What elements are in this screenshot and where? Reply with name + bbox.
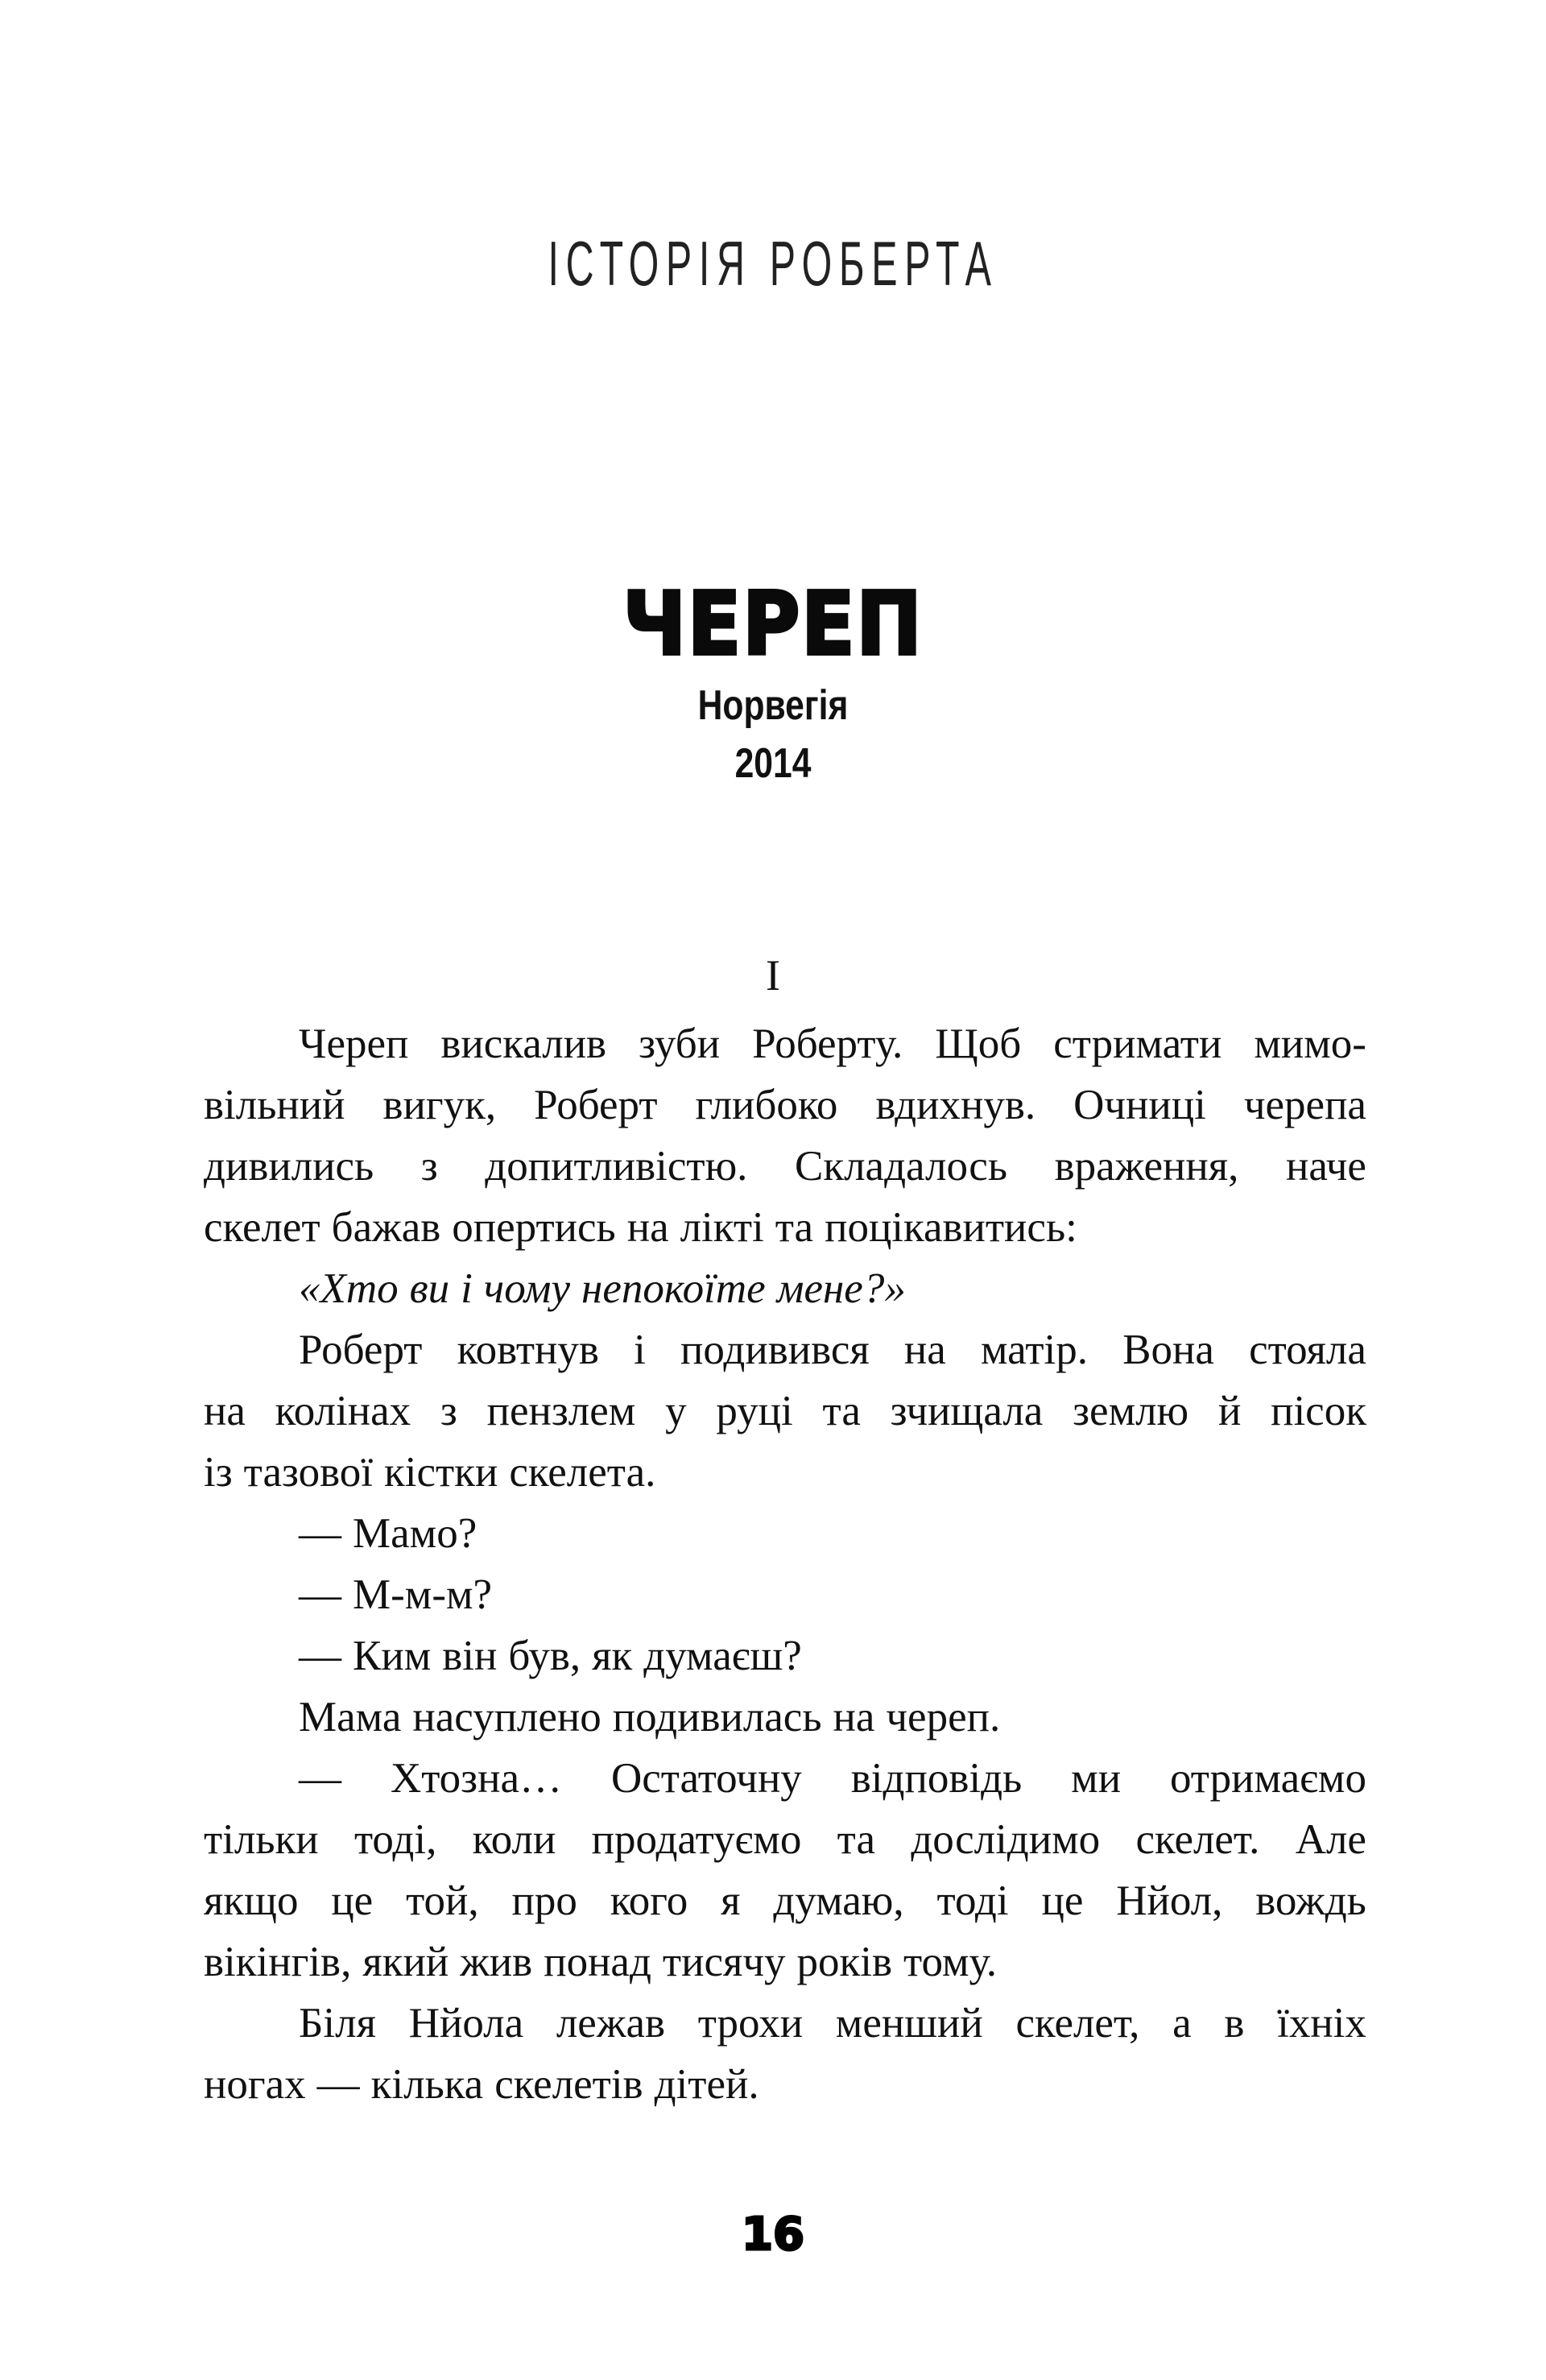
- page-number: 16: [742, 2208, 804, 2261]
- text-line: — Мамо?: [299, 1510, 477, 1557]
- text-line: на колінах з пензлем у руці та зчищала землю й пісок: [204, 1388, 1366, 1434]
- chapter-title: ЧЕРЕП: [622, 574, 924, 675]
- text-line: Біля Нйола лежав трохи менший скелет, а в їхніх: [299, 2000, 1366, 2047]
- text-line: — Ким він був, як думаєш?: [299, 1633, 802, 1679]
- text-line: скелет бажав опертись на лікті та поцікавитись:: [204, 1204, 1077, 1251]
- text-line: тільки тоді, коли продатуємо та дослідимо скелет. Але: [204, 1816, 1366, 1863]
- text-line: дивились з допитливістю. Складалось враження, наче: [204, 1143, 1366, 1190]
- text-line: Череп вискалив зуби Роберту. Щоб стримати мимо-: [299, 1020, 1366, 1067]
- section-number: I: [766, 951, 780, 1000]
- text-line: Мама насуплено подивилась на череп.: [299, 1694, 1001, 1741]
- body-text: [204, 1013, 1366, 2115]
- text-line: Роберт ковтнув і подивився на матір. Вона стояла: [299, 1327, 1366, 1373]
- text-line: «Хто ви і чому непокоїте мене?»: [299, 1265, 906, 1312]
- chapter-year: 2014: [734, 740, 812, 787]
- text-line: — М-м-м?: [299, 1571, 493, 1618]
- text-line: вікінгів, який жив понад тисячу років тому.: [204, 1939, 997, 1985]
- text-line: ногах — кілька скелетів дітей.: [204, 2061, 759, 2108]
- text-line: вільний вигук, Роберт глибоко вдихнув. Очниці черепа: [204, 1082, 1366, 1128]
- text-line: — Хтозна… Остаточну відповідь ми отримаємо: [299, 1755, 1366, 1802]
- running-head: ІСТОРІЯ РОБЕРТА: [548, 228, 998, 299]
- text-line: із тазової кістки скелета.: [204, 1449, 656, 1496]
- text-line: якщо це той, про кого я думаю, тоді це Нйол, вождь: [204, 1877, 1366, 1924]
- chapter-place: Норвегія: [697, 682, 849, 729]
